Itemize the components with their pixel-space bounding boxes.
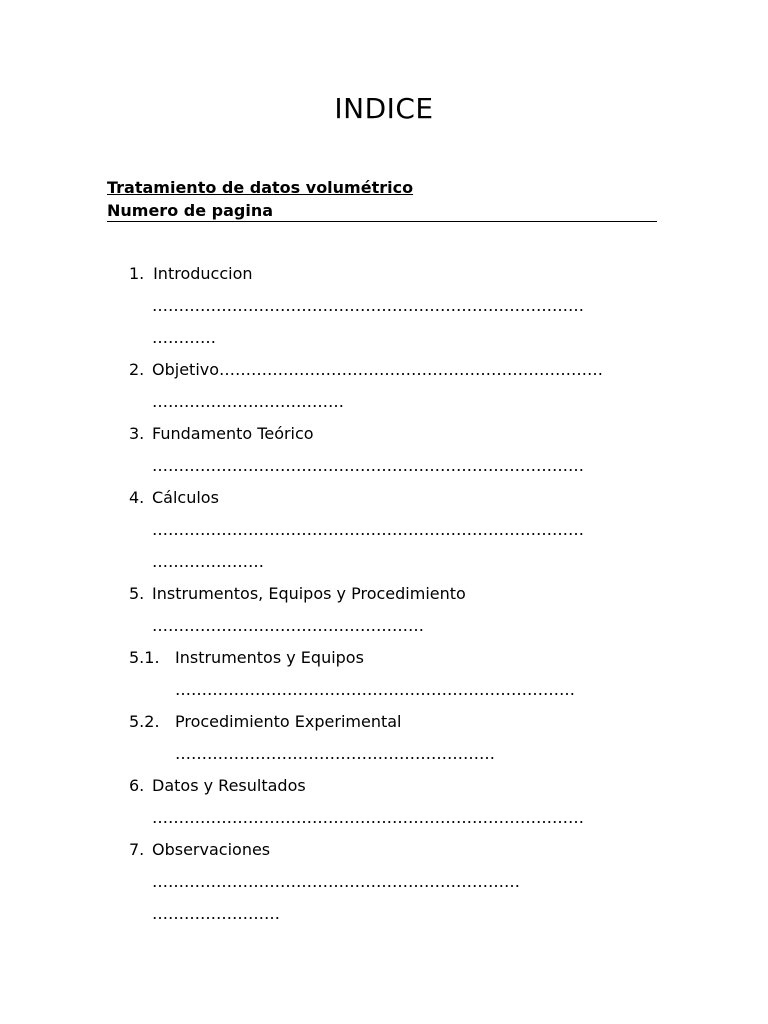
entry-label: Cálculos [152, 488, 219, 507]
entry-label: Observaciones [152, 840, 271, 859]
entry-number: 3. [129, 424, 145, 443]
table-of-contents [0, 258, 768, 930]
leader-dots: ……………………………… [152, 392, 344, 411]
entry-number: 5. [129, 584, 145, 603]
entry-number: 5.2. [129, 712, 160, 731]
entry-label: Procedimiento Experimental [175, 712, 402, 731]
entry-label: Fundamento Teórico [152, 424, 314, 443]
leader-dots: …………………………………………………… [175, 744, 495, 763]
toc-entry-instrumentos-equipos-procedimiento [0, 578, 768, 610]
leader-dots: ……………………………………………………………………… [152, 456, 584, 475]
toc-entry-objetivo [0, 354, 768, 386]
leader-dots: ……………………………………………………………………… [152, 520, 584, 539]
page-title: INDICE [334, 92, 434, 125]
leader-dots: …………………………………………………………… [152, 872, 520, 891]
toc-entry-fundamento-teorico [0, 418, 768, 450]
entry-number: 1. [129, 264, 145, 283]
leader-dots: ……………………………………………………………………… [152, 808, 584, 827]
leader-dots: …………………………………………… [152, 616, 424, 635]
toc-entry-observaciones [0, 834, 768, 866]
entry-number: 7. [129, 840, 145, 859]
toc-entry-datos-y-resultados [0, 770, 768, 802]
entry-number: 4. [129, 488, 145, 507]
toc-entry-introduccion [0, 258, 768, 290]
toc-entry-instrumentos-y-equipos [0, 642, 768, 674]
entry-label: Introduccion [148, 264, 253, 283]
entry-number: 5.1. [129, 648, 160, 667]
entry-label: Instrumentos y Equipos [175, 648, 364, 667]
leader-dots: ………………… [152, 552, 264, 571]
entry-label: Objetivo……………………………………………………………… [152, 360, 604, 379]
toc-entry-procedimiento-experimental [0, 706, 768, 738]
entry-number: 2. [129, 360, 145, 379]
toc-header [107, 176, 657, 222]
leader-dots: ………………………………………………………………… [175, 680, 575, 699]
leader-dots: ……………………………………………………………………… [152, 296, 584, 315]
leader-dots: ………… [152, 328, 216, 347]
leader-dots: …………………… [152, 904, 280, 923]
entry-number: 6. [129, 776, 145, 795]
toc-entry-calculos [0, 482, 768, 514]
entry-label: Instrumentos, Equipos y Procedimiento [152, 584, 466, 603]
entry-label: Datos y Resultados [152, 776, 306, 795]
document-subject: Tratamiento de datos volumétrico [107, 178, 414, 197]
page-number-column-heading: Numero de pagina [107, 199, 657, 222]
